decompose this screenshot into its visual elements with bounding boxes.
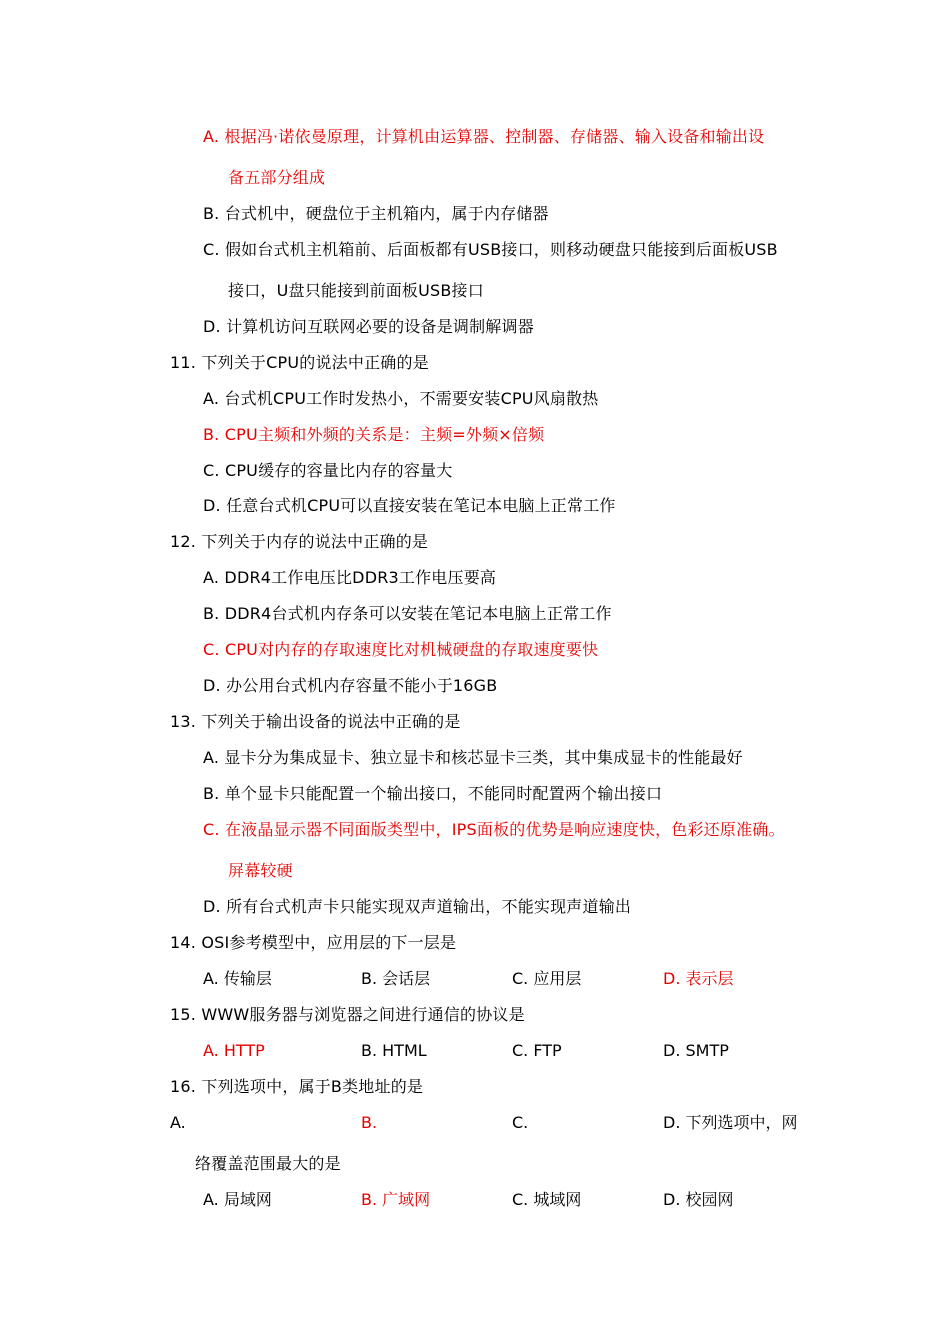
- q10-option-d: D. 计算机访问互联网必要的设备是调制解调器: [203, 317, 534, 336]
- q15-stem: 15. WWW服务器与浏览器之间进行通信的协议是: [170, 1005, 525, 1024]
- q12-option-a: A. DDR4工作电压比DDR3工作电压要高: [203, 568, 497, 587]
- q10-option-a-line1: A. 根据冯·诺依曼原理，计算机由运算器、控制器、存储器、输入设备和输出设: [203, 127, 765, 146]
- q14-stem: 14. OSI参考模型中，应用层的下一层是: [170, 933, 457, 952]
- q17-stem-continuation: 络覆盖范围最大的是: [195, 1154, 341, 1173]
- q11-stem: 11. 下列关于CPU的说法中正确的是: [170, 353, 429, 372]
- q16-option-d: D. 下列选项中，网: [663, 1113, 798, 1132]
- q17-option-d: D. 校园网: [663, 1190, 734, 1209]
- q11-option-b: B. CPU主频和外频的关系是：主频=外频×倍频: [203, 425, 545, 444]
- q17-option-a: A. 局域网: [203, 1190, 272, 1209]
- q13-option-c-line2: 屏幕较硬: [228, 861, 293, 880]
- q11-option-a: A. 台式机CPU工作时发热小，不需要安装CPU风扇散热: [203, 389, 599, 408]
- q11-option-c: C. CPU缓存的容量比内存的容量大: [203, 461, 453, 480]
- q16-option-c: C.: [512, 1113, 529, 1132]
- q12-option-d: D. 办公用台式机内存容量不能小于16GB: [203, 676, 498, 695]
- q14-option-c: C. 应用层: [512, 969, 582, 988]
- q12-stem: 12. 下列关于内存的说法中正确的是: [170, 532, 429, 551]
- q13-option-b: B. 单个显卡只能配置一个输出接口，不能同时配置两个输出接口: [203, 784, 663, 803]
- q16-option-a: A.: [170, 1113, 186, 1132]
- q15-option-b: B. HTML: [361, 1041, 427, 1060]
- q13-option-a: A. 显卡分为集成显卡、独立显卡和核芯显卡三类，其中集成显卡的性能最好: [203, 748, 743, 767]
- q10-option-b: B. 台式机中，硬盘位于主机箱内，属于内存储器: [203, 204, 549, 223]
- q11-option-d: D. 任意台式机CPU可以直接安装在笔记本电脑上正常工作: [203, 496, 616, 515]
- q13-stem: 13. 下列关于输出设备的说法中正确的是: [170, 712, 461, 731]
- q15-option-c: C. FTP: [512, 1041, 562, 1060]
- q14-option-d: D. 表示层: [663, 969, 734, 988]
- q12-option-c: C. CPU对内存的存取速度比对机械硬盘的存取速度要快: [203, 640, 599, 659]
- q17-option-b: B. 广域网: [361, 1190, 431, 1209]
- q15-option-d: D. SMTP: [663, 1041, 729, 1060]
- q17-option-c: C. 城域网: [512, 1190, 582, 1209]
- q16-stem: 16. 下列选项中，属于B类地址的是: [170, 1077, 424, 1096]
- q10-option-c-line1: C. 假如台式机主机箱前、后面板都有USB接口，则移动硬盘只能接到后面板USB: [203, 240, 778, 259]
- q13-option-c-line1: C. 在液晶显示器不同面版类型中，IPS面板的优势是响应速度快，色彩还原准确。: [203, 820, 785, 839]
- q14-option-a: A. 传输层: [203, 969, 272, 988]
- q10-option-a-line2: 备五部分组成: [228, 168, 326, 187]
- q16-option-b: B.: [361, 1113, 378, 1132]
- q15-option-a: A. HTTP: [203, 1041, 265, 1060]
- q12-option-b: B. DDR4台式机内存条可以安装在笔记本电脑上正常工作: [203, 604, 612, 623]
- q13-option-d: D. 所有台式机声卡只能实现双声道输出，不能实现声道输出: [203, 897, 632, 916]
- q14-option-b: B. 会话层: [361, 969, 431, 988]
- q10-option-c-line2: 接口，U盘只能接到前面板USB接口: [228, 281, 484, 300]
